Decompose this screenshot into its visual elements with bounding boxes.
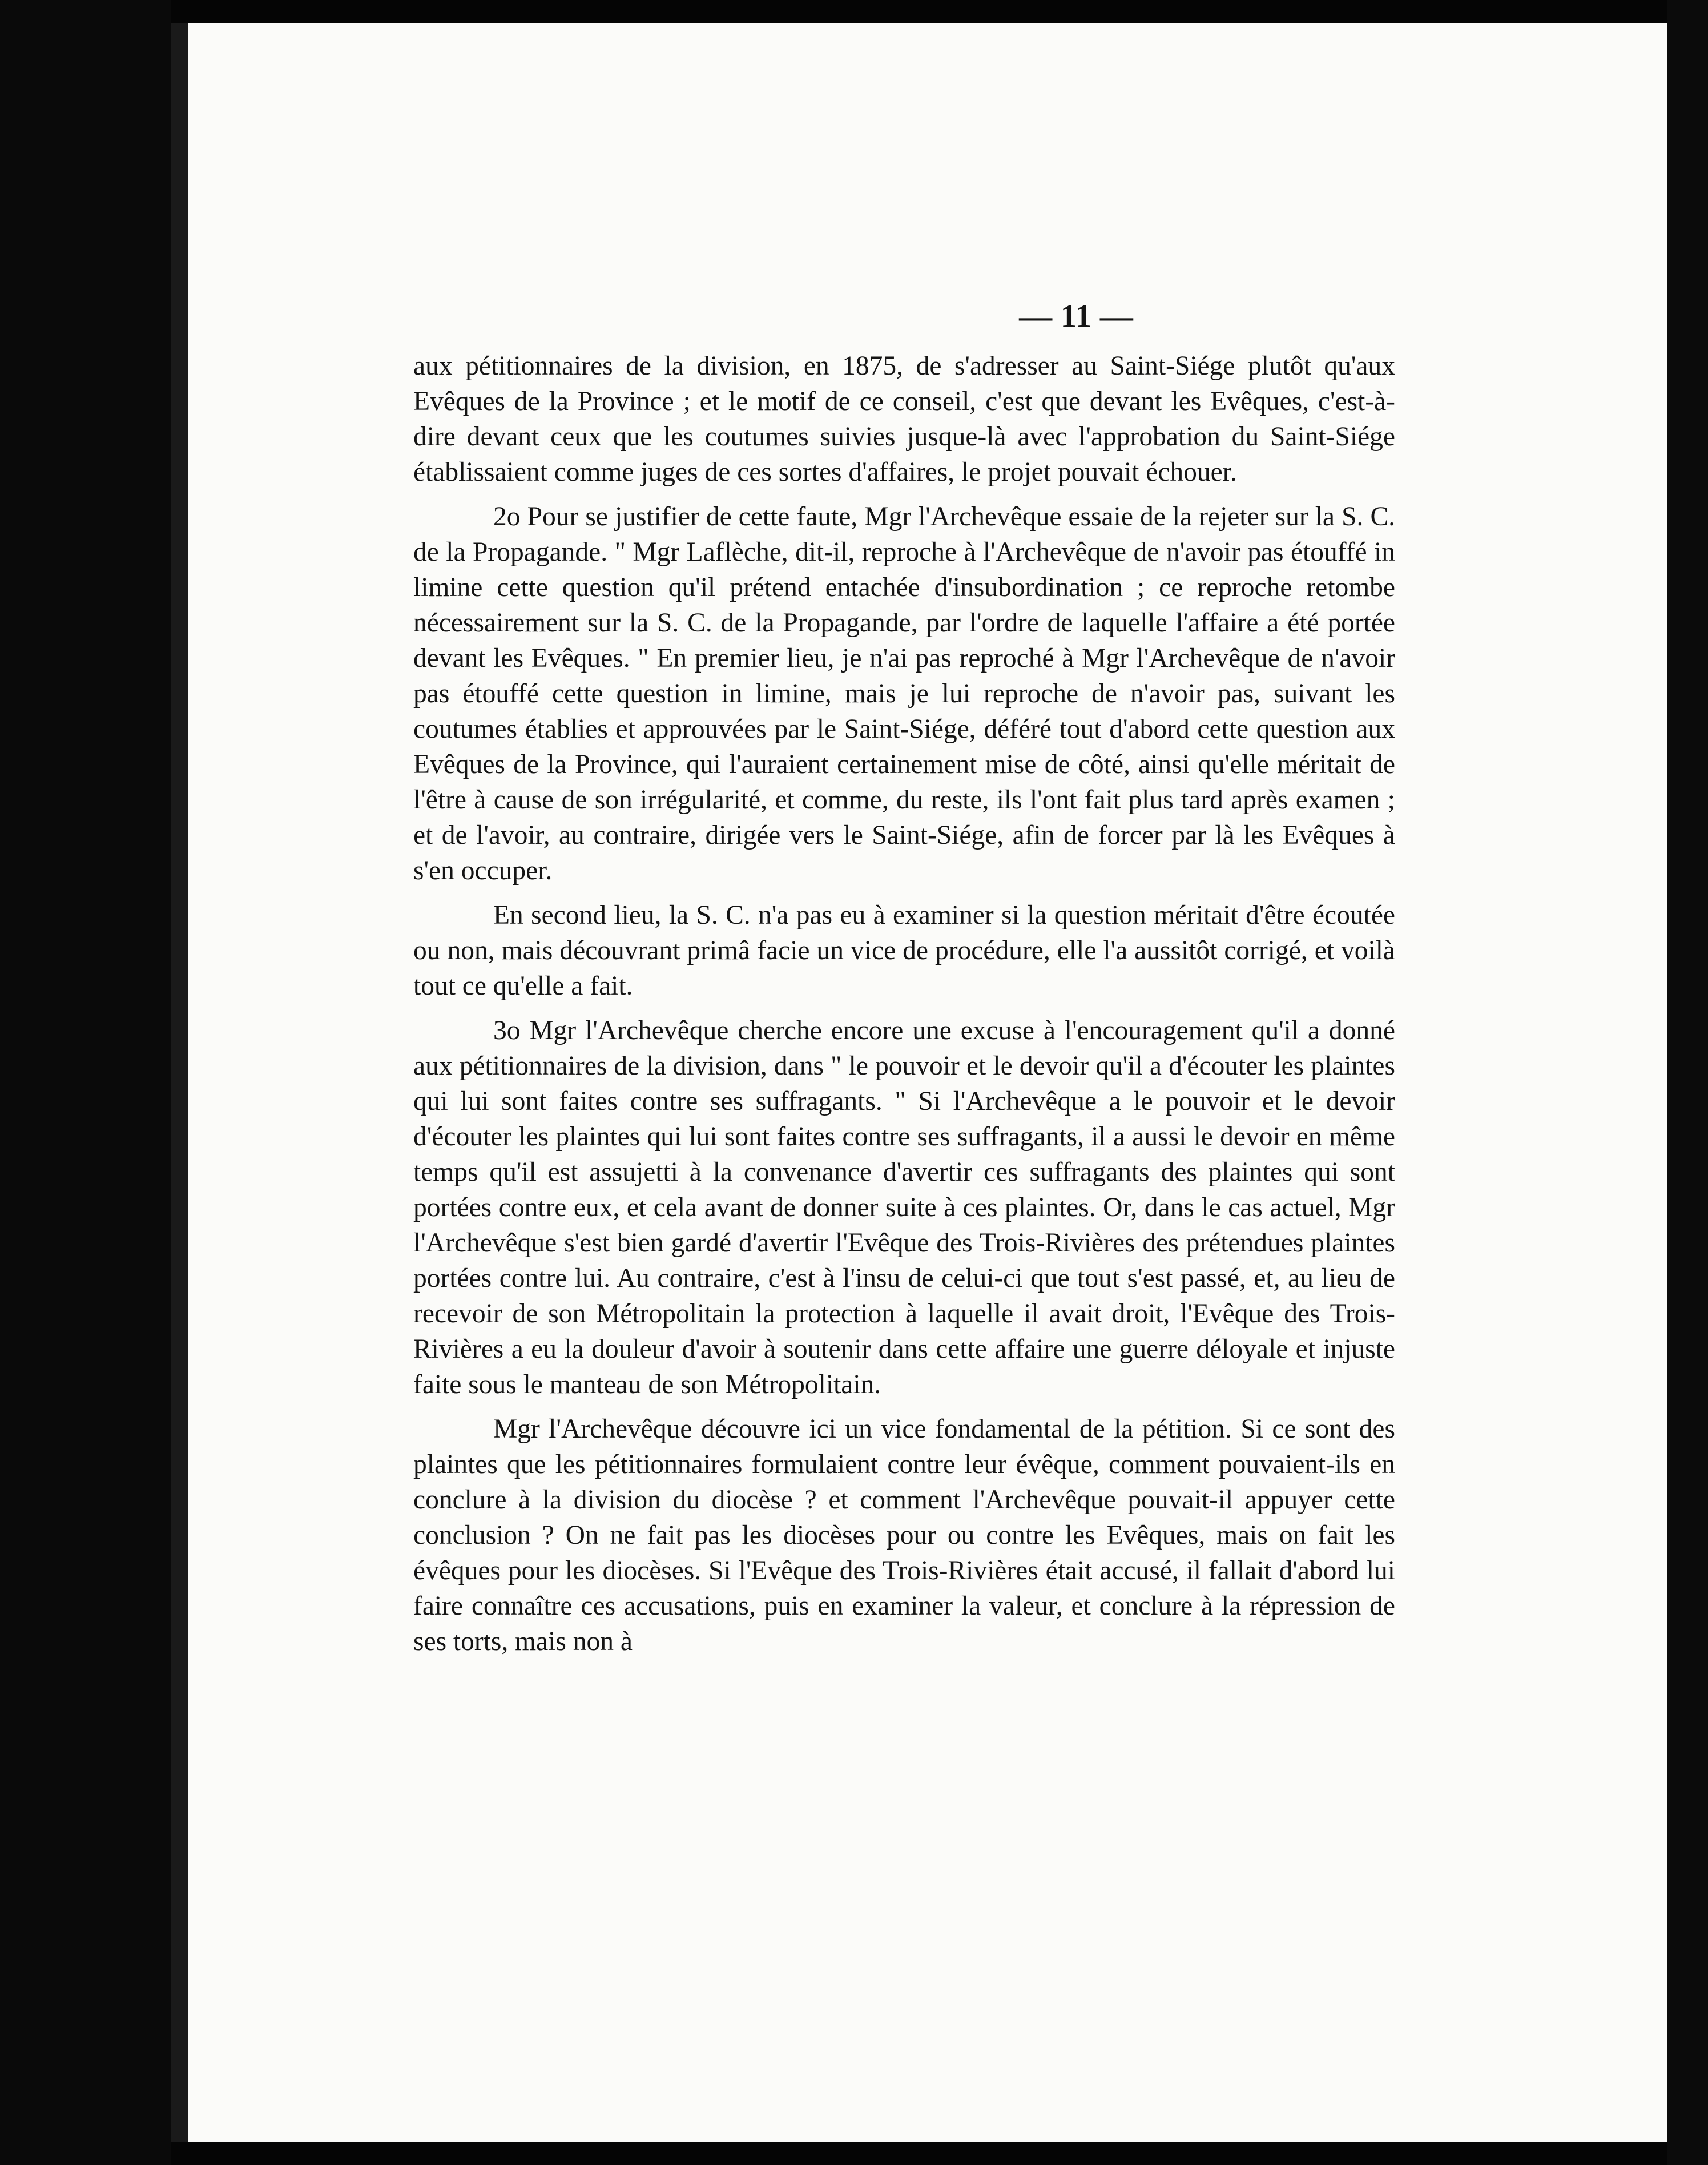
page-number: — 11 — (1019, 297, 1133, 335)
body-text (413, 348, 1395, 1668)
paragraph-4: 3o Mgr l'Archevêque cherche encore une excuse à l'encouragement qu'il a donné aux pétitionnaires de la division, dans " le pouvoir et le devoir qu'il a d'écouter les plaintes qui lui sont faites contre ses suffragants. " Si l'Archevêque a le pouvoir et le devoir d'écouter les plaintes qui lui sont faites contre ses suffragants, il a aussi le devoir en même temps qu'il est assujetti à la convenance d'avertir ces suffragants des plaintes qui sont portées contre eux, et cela avant de donner suite à ces plaintes. Or, dans le cas actuel, Mgr l'Archevêque s'est bien gardé d'avertir l'Evêque des Trois-Rivières des prétendues plaintes portées contre lui. Au contraire, c'est à l'insu de celui-ci que tout s'est passé, et, au lieu de recevoir de son Métropolitain la protection à laquelle il avait droit, l'Evêque des Trois-Rivières a eu la douleur d'avoir à soutenir dans cette affaire une guerre déloyale et injuste faite sous le manteau de son Métropolitain. (413, 1016, 1395, 1399)
scan-page-edge (171, 23, 188, 2142)
document-page (188, 23, 1667, 2142)
scan-left-margin (0, 0, 171, 2165)
paragraph-5: Mgr l'Archevêque découvre ici un vice fondamental de la pétition. Si ce sont des plaintes que les pétitionnaires formulaient contre leur évêque, comment pouvaient-ils en conclure à la division du diocèse ? et comment l'Archevêque pouvait-il appuyer cette conclusion ? On ne fait pas les diocèses pour ou contre les Evêques, mais on fait les évêques pour les diocèses. Si l'Evêque des Trois-Rivières était accusé, il fallait d'abord lui faire connaître ces accusations, puis en examiner la valeur, et conclure à la répression de ses torts, mais non à (413, 1414, 1395, 1656)
paragraph-3: En second lieu, la S. C. n'a pas eu à examiner si la question méritait d'être écoutée ou non, mais découvrant primâ facie un vice de procédure, elle l'a aussitôt corrigé, et voilà tout ce qu'elle a fait. (413, 900, 1395, 1001)
paragraph-1: aux pétitionnaires de la division, en 1875, de s'adresser au Saint-Siége plutôt qu'aux Evêques de la Province ; et le motif de ce conseil, c'est que devant les Evêques, c'est-à-dire devant ceux que les coutumes suivies jusque-là avec l'approbation du Saint-Siége établissaient comme juges de ces sortes d'affaires, le projet pouvait échouer. (413, 351, 1395, 487)
paragraph-2: 2o Pour se justifier de cette faute, Mgr l'Archevêque essaie de la rejeter sur la S. C. de la Propagande. " Mgr Laflèche, dit-il, reproche à l'Archevêque de n'avoir pas étouffé in limine cette question qu'il prétend entachée d'insubordination ; ce reproche retombe nécessairement sur la S. C. de la Propagande, par l'ordre de laquelle l'affaire a été portée devant les Evêques. " En premier lieu, je n'ai pas reproché à Mgr l'Archevêque de n'avoir pas étouffé cette question in limine, mais je lui reproche de n'avoir pas, suivant les coutumes établies et approuvées par le Saint-Siége, déféré tout d'abord cette question aux Evêques de la Province, qui l'auraient certainement mise de côté, ainsi qu'elle méritait de l'être à cause de son irrégularité, et comme, du reste, ils l'ont fait plus tard après examen ; et de l'avoir, au contraire, dirigée vers le Saint-Siége, afin de forcer par là les Evêques à s'en occuper. (413, 502, 1395, 886)
scan-right-margin (1667, 0, 1708, 2165)
